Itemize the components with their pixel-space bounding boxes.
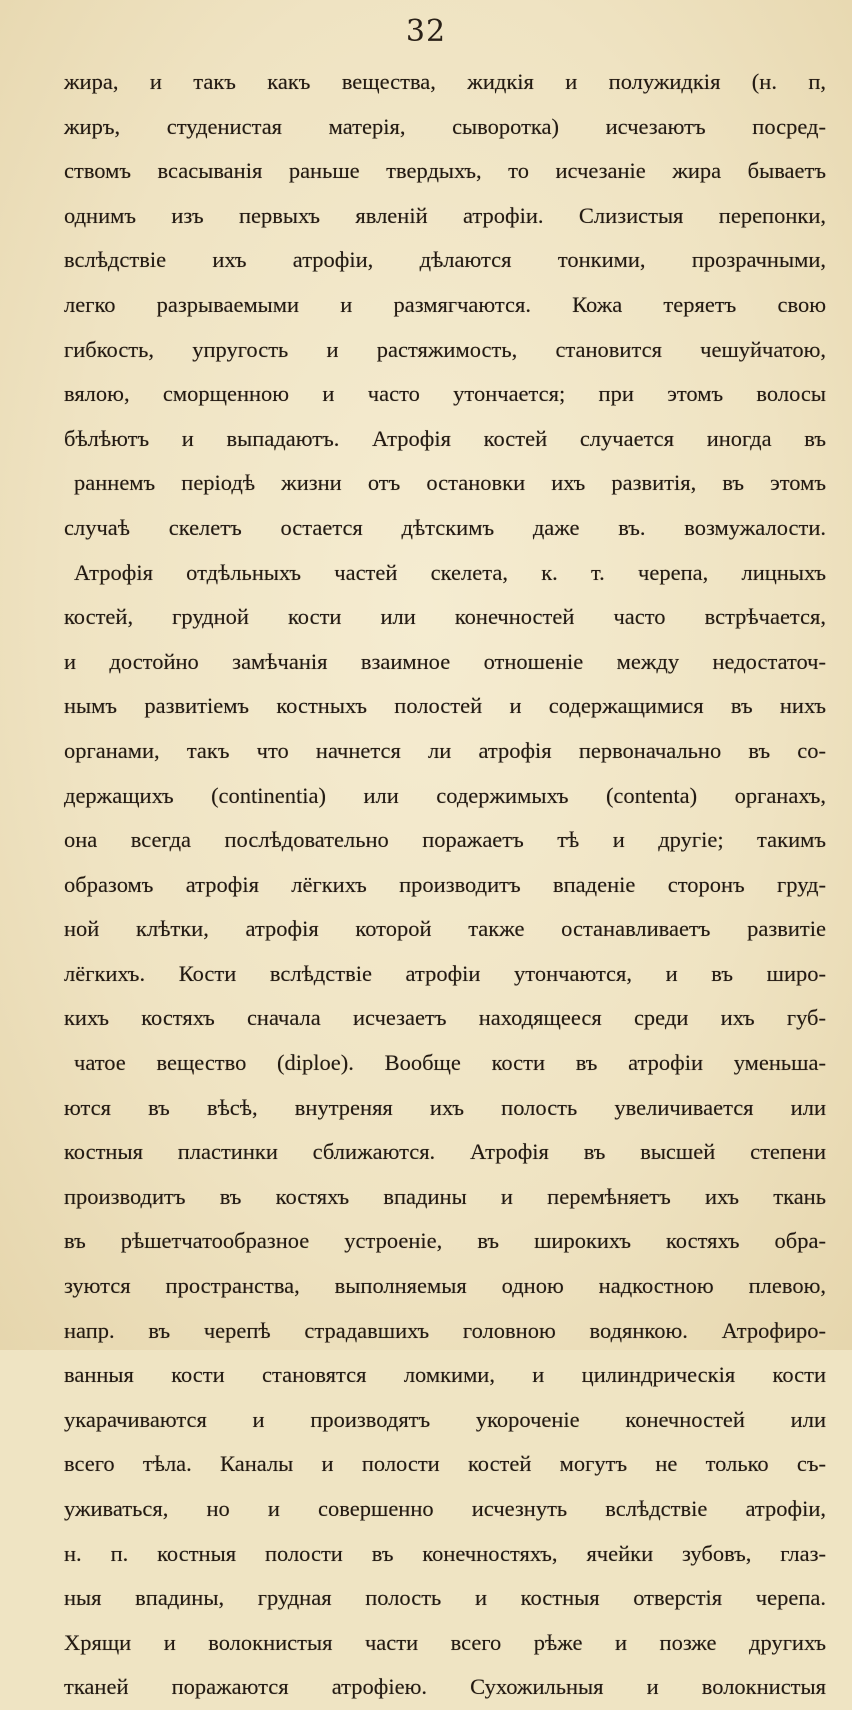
text-line: жиръ, студенистая матерія, сыворотка) исчезаютъ посред- — [64, 113, 826, 139]
body-text — [64, 60, 826, 1710]
text-line: однимъ изъ первыхъ явленій атрофіи. Слизистыя перепонки, — [64, 202, 826, 228]
text-line: образомъ атрофія лёгкихъ производитъ впаденіе сторонъ груд- — [64, 871, 826, 897]
text-line: уживаться, но и совершенно исчезнуть вслѣдствіе атрофіи, — [64, 1496, 826, 1521]
text-line: н. п. костныя полости въ конечностяхъ, ячейки зубовъ, глаз- — [64, 1540, 826, 1566]
text-line: ствомъ всасыванія раньше твердыхъ, то исчезаніе жира бываетъ — [64, 158, 826, 184]
text-line: вслѣдствіе ихъ атрофіи, дѣлаются тонкими, прозрачными, — [64, 247, 826, 273]
text-line: легко разрываемыми и размягчаются. Кожа теряетъ свою — [64, 291, 826, 317]
text-line: производитъ въ костяхъ впадины и перемѣняетъ ихъ ткань — [64, 1183, 826, 1209]
text-line: чатое вещество (diploe). Вообще кости въ атрофіи уменьша- — [74, 1050, 826, 1076]
text-line: Атрофія отдѣльныхъ частей скелета, к. т. черепа, лицныхъ — [74, 559, 826, 585]
text-line: держащихъ (continentia) или содержимыхъ (contenta) органахъ, — [64, 782, 826, 808]
text-line: случаѣ скелетъ остается дѣтскимъ даже въ. возмужалости. — [64, 514, 826, 540]
text-line: костей, грудной кости или конечностей часто встрѣчается, — [64, 604, 826, 630]
text-line: тканей поражаются атрофіею. Сухожильныя и волокнистыя — [64, 1674, 826, 1700]
text-line: она всегда послѣдовательно поражаетъ тѣ и другіе; такимъ — [64, 827, 826, 853]
text-line: укарачиваются и производятъ укороченіе конечностей или — [64, 1406, 826, 1432]
text-line: лёгкихъ. Кости вслѣдствіе атрофіи утончаются, и въ широ- — [64, 960, 826, 986]
text-line: гибкость, упругость и растяжимость, становится чешуйчатою, — [64, 336, 826, 362]
text-line: кихъ костяхъ сначала исчезаетъ находящееся среди ихъ губ- — [64, 1005, 826, 1031]
text-line: органами, такъ что начнется ли атрофія первоначально въ со- — [64, 737, 826, 763]
text-line: ванныя кости становятся ломкими, и цилиндрическія кости — [64, 1362, 826, 1388]
text-line: костныя пластинки сближаются. Атрофія въ высшей степени — [64, 1139, 826, 1165]
text-line: жира, и такъ какъ вещества, жидкія и полужидкія (н. п, — [64, 69, 826, 94]
text-line: въ рѣшетчатообразное устроеніе, въ широкихъ костяхъ обра- — [64, 1228, 826, 1254]
text-line: ной клѣтки, атрофія которой также останавливаетъ развитіе — [64, 916, 826, 942]
text-line: вялою, сморщенною и часто утончается; при этомъ волосы — [64, 381, 826, 407]
text-line: раннемъ періодѣ жизни отъ остановки ихъ развитія, въ этомъ — [74, 470, 826, 496]
text-line: всего тѣла. Каналы и полости костей могутъ не только съ- — [64, 1451, 826, 1477]
text-line: и достойно замѣчанія взаимное отношеніе между недостаточ- — [64, 648, 826, 674]
page-number: 32 — [405, 14, 447, 49]
text-line: ныя впадины, грудная полость и костныя отверстія черепа. — [64, 1585, 826, 1611]
text-line: нымъ развитіемъ костныхъ полостей и содержащимися въ нихъ — [64, 693, 826, 719]
text-line: напр. въ черепѣ страдавшихъ головною водянкою. Атрофиро- — [64, 1317, 826, 1343]
text-line: зуются пространства, выполняемыя одною надкостною плевою, — [64, 1273, 826, 1299]
text-line: бѣлѣютъ и выпадаютъ. Атрофія костей случается иногда въ — [64, 425, 826, 451]
text-line: Хрящи и волокнистыя части всего рѣже и позже другихъ — [64, 1629, 826, 1655]
text-line: ются въ вѣсѣ, внутреняя ихъ полость увеличивается или — [64, 1094, 826, 1120]
